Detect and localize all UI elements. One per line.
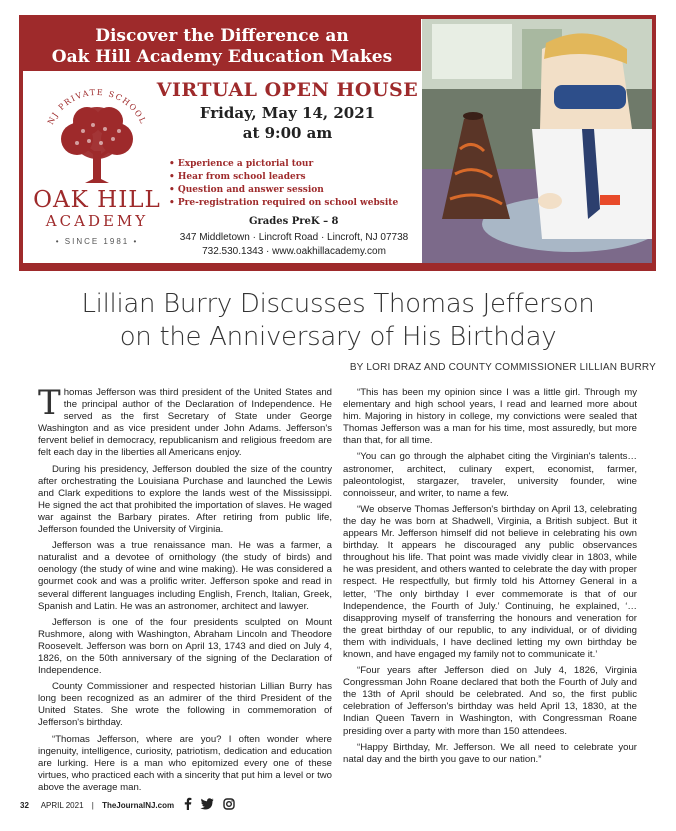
byline: BY LORI DRAZ AND COUNTY COMMISSIONER LILLIAN BURRY bbox=[349, 362, 656, 373]
ad-banner-line1: Discover the Difference an bbox=[95, 26, 349, 46]
page-number: 32 bbox=[20, 801, 29, 810]
school-academy: ACADEMY bbox=[45, 212, 149, 230]
article-headline bbox=[20, 288, 656, 354]
bullet-item: • Hear from school leaders bbox=[169, 172, 419, 185]
social-icons bbox=[184, 797, 239, 811]
bullet-item: • Pre-registration required on school website bbox=[169, 198, 419, 211]
drop-cap: T bbox=[38, 383, 61, 423]
phone-website[interactable]: 732.530.1343 · www.oakhillacademy.com bbox=[202, 246, 386, 257]
headline-line1: Lillian Burry Discusses Thomas Jefferson bbox=[81, 289, 595, 319]
article-column-left bbox=[38, 383, 332, 798]
contact-info bbox=[163, 231, 425, 259]
ad-footer: Limited Openings for September 2021 bbox=[131, 271, 347, 282]
ad-banner bbox=[23, 19, 421, 71]
site-link[interactable]: TheJournalNJ.com bbox=[102, 801, 175, 810]
event-bullets bbox=[169, 159, 419, 211]
event-block bbox=[145, 79, 430, 142]
headline-line2: on the Anniversary of His Birthday bbox=[119, 322, 557, 352]
bullet-item: • Question and answer session bbox=[169, 185, 419, 198]
school-since: • SINCE 1981 • bbox=[55, 237, 139, 246]
paragraph: “You can go through the alphabet citing the Virginian's talents… astronomer, architect, culinary expert, economist, farmer, paleontologist, stargazer, traveler, university founder, wine connoisseur, and writer, to name a few. bbox=[343, 451, 637, 499]
paragraph: Thomas Jefferson was third president of the United States and the principal author of the Declaration of Independence. He served as the first Secretary of State under George Washington and as vice president under John Adams. Jefferson's fervent belief in democracy, republicanism and religious freedom are felt each day in the liberties all Americans enjoy. bbox=[38, 383, 332, 459]
paragraph: “This has been my opinion since I was a little girl. Through my elementary and high school years, I read and learned more about him. Majoring in history in college, my convictions were sealed that Thomas Jefferson was a man for his time, most assuredly, but more than that, for all time. bbox=[343, 387, 637, 447]
twitter-icon[interactable] bbox=[200, 797, 214, 815]
paragraph: “Happy Birthday, Mr. Jefferson. We all need to celebrate your natal day and the birth you gave to our nation.” bbox=[343, 741, 637, 765]
footer-separator: | bbox=[91, 801, 94, 810]
event-date: Friday, May 14, 2021 bbox=[199, 104, 376, 122]
ad-panel bbox=[23, 19, 652, 263]
address: 347 Middletown · Lincroft Road · Lincroft, NJ 07738 bbox=[179, 232, 409, 243]
paragraph: County Commissioner and respected historian Lillian Burry has long been recognized as an admirer of the third President of the United States. She wrote the following in commemoration of Jefferson's birthday. bbox=[38, 681, 332, 729]
school-logo bbox=[31, 81, 163, 255]
paragraph: “We observe Thomas Jefferson's birthday on April 13, celebrating the day he was born at Shadwell, Virginia, a British subject. But it appears Mr. Jefferson himself did not believe in celebrating his own birthday. It appears he discouraged any public observances throughout his life. That point was made vividly clear in 1803, while he was president, and others wanted to celebrate the day with proper respect. He respectfully, but firmly told his Attorney General in a letter, ‘The only birthday I ever commemorate is that of our Independence, the Fourth of July.’ Continuing, he explained, ‘…disapproving myself of transferring the honours and veneration for the great birthday of our republic, to any individual, or of dividing them with individuals, I have declined letting my own birthday be known, and have engaged my family not to communicate it.’ bbox=[343, 503, 637, 660]
logo-arc-text: NJ PRIVATE SCHOOL bbox=[45, 87, 149, 127]
advertisement[interactable] bbox=[19, 15, 656, 282]
ad-banner-line2: Oak Hill Academy Education Makes bbox=[51, 47, 393, 67]
paragraph: During his presidency, Jefferson doubled the size of the country after orchestrating the Louisiana Purchase and launched the Lewis and Clark expeditions to explore the lands west of the Mississippi. He signed the act that prohibited the importation of slaves. He waged war against the Barbary pirates. After retiring from public life, Jefferson founded the University of Virginia. bbox=[38, 463, 332, 536]
classroom-photo bbox=[422, 19, 652, 263]
article-column-right bbox=[343, 387, 637, 770]
oak-tree-icon bbox=[31, 81, 163, 187]
grades: Grades PreK – 8 bbox=[249, 216, 339, 227]
paragraph: Jefferson is one of the four presidents sculpted on Mount Rushmore, along with Washington, Abraham Lincoln and Theodore Roosevelt. Jefferson was born on April 13, 1743 and died on July 4, 1826, on the 50th anniversary of the signing of the Declaration of Independence. bbox=[38, 616, 332, 677]
paragraph: “Four years after Jefferson died on July 4, 1826, Virginia Congressman John Roane declared that both the Fourth of July and the 13th of April should be celebrated. And so, the first public celebration of Jefferson's birthday was held April 13, 1830, at the Indian Queen Tavern in Washington, with Congressman Roane presiding over a party with more than 150 attendees. bbox=[343, 665, 637, 737]
issue-date: APRIL 2021 bbox=[40, 801, 84, 810]
school-name: OAK HILL bbox=[33, 187, 161, 213]
paragraph: Jefferson was a true renaissance man. He was a farmer, a naturalist and a devotee of ornithology (the study of birds) and oenology (the study of wine and wine making). He was considered a gourmet cook and was a prolific writer. Jefferson spoke and read in several different languages including English, French, Italian, Greek, Spanish and Latin. He was an astronomer, architect and lawyer. bbox=[38, 540, 332, 612]
instagram-icon[interactable] bbox=[223, 797, 235, 815]
paragraph: “Thomas Jefferson, where are you? I often wonder where ingenuity, intelligence, curiosity, patriotism, dedication and education are lurking. Here is a man who epitomized every one of these virtues, who practiced each with a sincerity that put him a level or two above the average man. bbox=[38, 733, 332, 793]
event-title: VIRTUAL OPEN HOUSE bbox=[156, 79, 419, 101]
bullet-item: • Experience a pictorial tour bbox=[169, 159, 419, 172]
facebook-icon[interactable] bbox=[184, 797, 192, 815]
page-footer bbox=[20, 801, 174, 810]
event-time: at 9:00 am bbox=[242, 124, 333, 142]
